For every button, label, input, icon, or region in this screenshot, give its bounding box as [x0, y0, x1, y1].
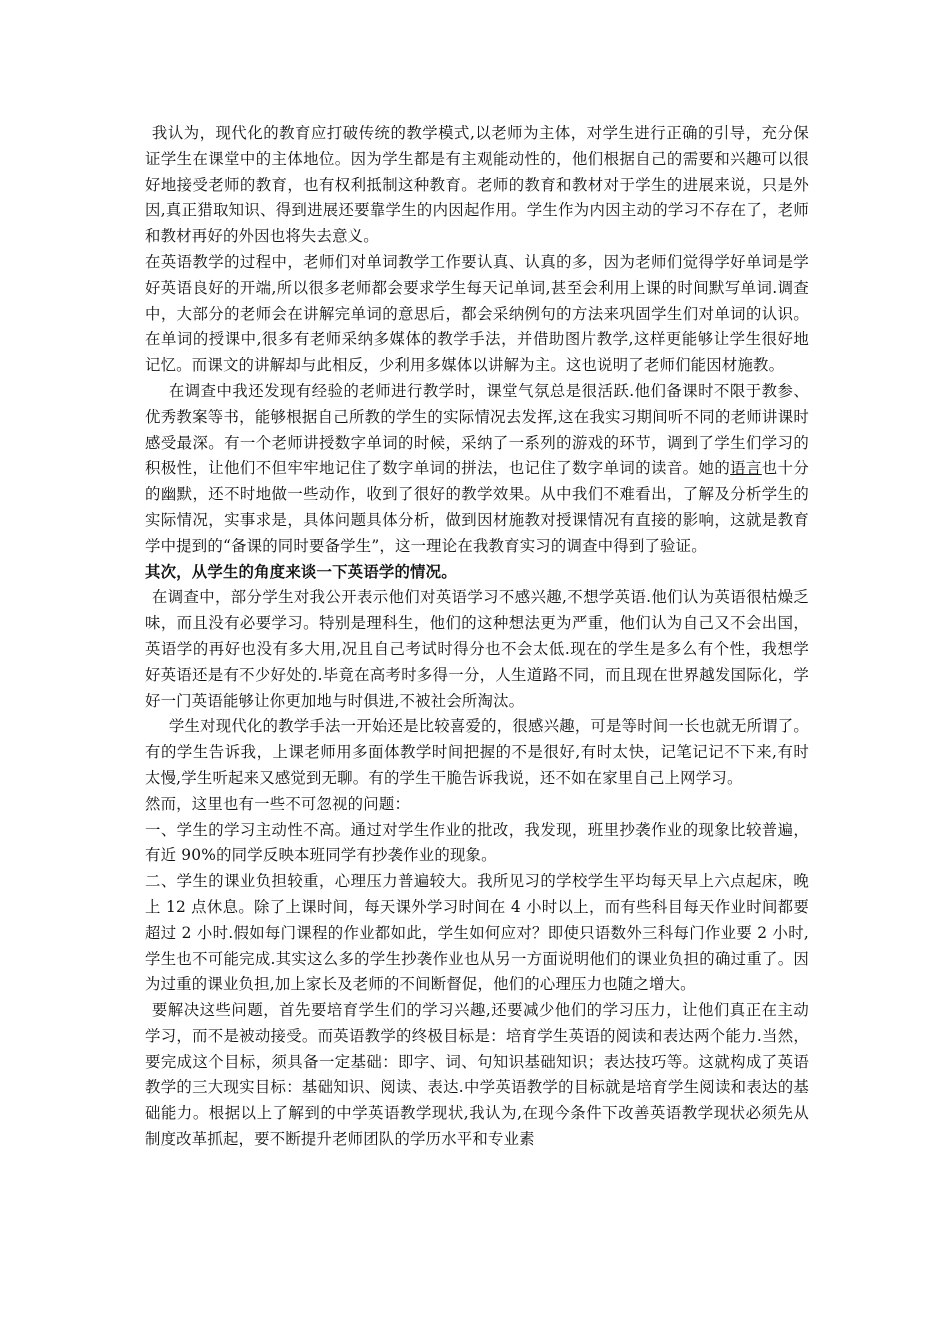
document-body — [145, 121, 809, 1153]
paragraph-problem-one: 一、学生的学习主动性不高。通过对学生作业的批改，我发现，班里抄袭作业的现象比较普遍，有近 90%的同学反映本班同学有抄袭作业的现象。 — [145, 820, 809, 865]
paragraph-experienced-teachers — [145, 379, 809, 560]
paragraph-modern-education: 我认为，现代化的教育应打破传统的教学模式,以老师为主体，对学生进行正确的引导，充分保证学生在课堂中的主体地位。因为学生都是有主观能动性的，他们根据自己的需要和兴趣可以很好地接受老师的教育，也有权利抵制这种教育。老师的教育和教材对于学生的进展来说，只是外因,真正猎取知识、得到进展还要靠学生的内因起作用。学生作为内因主动的学习不存在了，老师和教材再好的外因也将失去意义。 — [145, 124, 809, 246]
paragraph-vocabulary-teaching: 在英语教学的过程中，老师们对单词教学工作要认真、认真的多，因为老师们觉得学好单词是学好英语良好的开端,所以很多老师都会要求学生每天记单词,甚至会利用上课的时间默写单词.调查中，大部分的老师会在讲解完单词的意思后，都会采纳例句的方法来巩固学生们对单词的认识。在单词的授课中,很多有老师采纳多媒体的教学手法，并借助图片教学,这样更能够让学生很好地记忆。而课文的讲解却与此相反，少利用多媒体以讲解为主。这也说明了老师们能因材施教。 — [145, 252, 809, 375]
language-link[interactable]: 语言 — [730, 459, 762, 478]
paragraph-student-interest: 在调查中，部分学生对我公开表示他们对英语学习不感兴趣,不想学英语.他们认为英语很枯燥乏味，而且没有必要学习。特别是理科生，他们的这种想法更为严重，他们认为自己又不会出国，英语学的再好也没有多大用,况且自己考试时得分也不会太低.现在的学生是多么有个性，我想学好英语还是有不少好处的.毕竟在高考时多得一分，人生道路不同，而且现在世界越发国际化，学好一门英语能够让你更加地与时俱进,不被社会所淘汰。 — [145, 588, 809, 710]
paragraph-text-before-link: 在调查中我还发现有经验的老师进行教学时，课堂气氛总是很活跃.他们备课时不限于教参、优秀教案等书，能够根据自己所教的学生的实际情况去发挥,这在我实习期间听不同的老师讲课时感受最深。有一个老师讲授数字单词的时候，采纳了一系列的游戏的环节，调到了学生们学习的积极性，让他们不但牢牢地记住了数字单词的拼法，也记住了数字单词的读音。她的 — [145, 381, 809, 478]
section-heading-student-perspective: 其次，从学生的角度来谈一下英语学的情况。 — [145, 562, 457, 581]
paragraph-problem-two: 二、学生的课业负担较重，心理压力普遍较大。我所见习的学校学生平均每天早上六点起床，晚上 12 点休息。除了上课时间，每天课外学习时间在 4 小时以上，而有些科目每天作业时间都要超过 2 小时.假如每门课程的作业都如此，学生如何应对？即使只语数外三科每门作业要 2 小时,学生也不可能完成.其实这么多的学生抄袭作业也从另一方面说明他们的课业负担的确过重了。因为过重的课业负担,加上家长及老师的不间断督促，他们的心理压力也随之增大。 — [145, 872, 809, 994]
paragraph-problems-intro: 然而，这里也有一些不可忽视的问题： — [145, 794, 411, 813]
paragraph-solutions: 要解决这些问题，首先要培育学生们的学习兴趣,还要减少他们的学习压力，让他们真正在主动学习，而不是被动接受。而英语教学的终极目标是：培育学生英语的阅读和表达两个能力.当然，要完成这个目标，须具备一定基础：即字、词、句知识基础知识；表达技巧等。这就构成了英语教学的三大现实目标：基础知识、阅读、表达.中学英语教学的目标就是培育学生阅读和表达的基础能力。根据以上了解到的中学英语教学现状,我认为,在现今条件下改善英语教学现状必须先从制度改革抓起，要不断提升老师团队的学历水平和专业素 — [145, 1001, 809, 1149]
paragraph-modern-methods: 学生对现代化的教学手法一开始还是比较喜爱的，很感兴趣，可是等时间一长也就无所谓了。有的学生告诉我，上课老师用多面体教学时间把握的不是很好,有时太快，记笔记记不下来,有时太慢,学生听起来又感觉到无聊。有的学生干脆告诉我说，还不如在家里自己上网学习。 — [145, 717, 809, 787]
paragraph-text-after-link: 也十分的幽默，还不时地做一些动作，收到了很好的教学效果。从中我们不难看出，了解及分析学生的实际情况，实事求是，具体问题具体分析，做到因材施教对授课情况有直接的影响，这就是教育学中提到的“备课的同时要备学生”，这一理论在我教育实习的调查中得到了验证。 — [145, 459, 810, 555]
